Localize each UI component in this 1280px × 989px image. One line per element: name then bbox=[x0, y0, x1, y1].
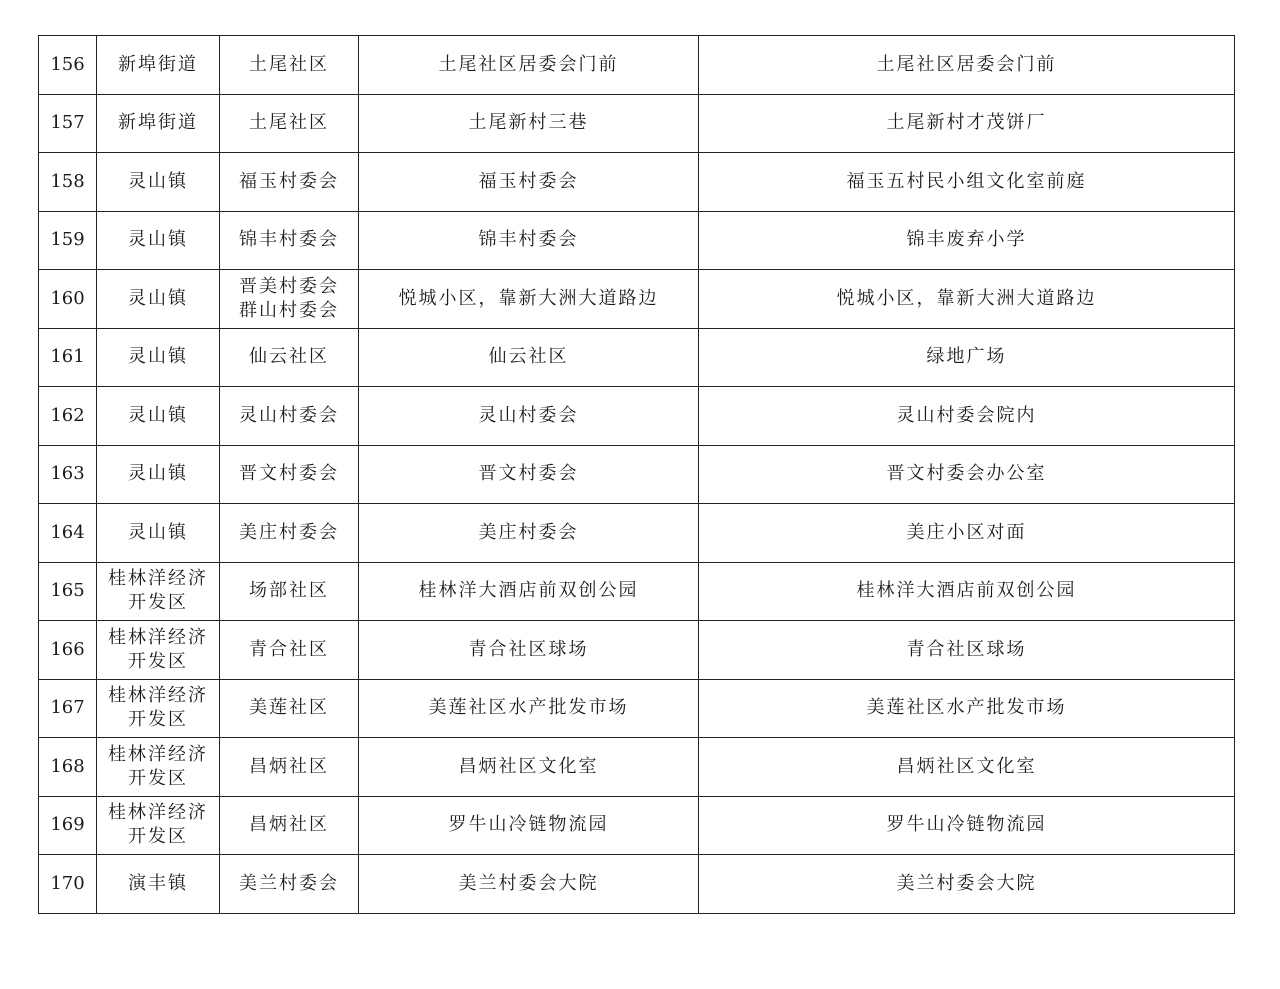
row-number-cell: 163 bbox=[39, 445, 97, 504]
site-cell: 昌炳社区文化室 bbox=[359, 738, 699, 797]
community-cell: 昌炳社区 bbox=[220, 796, 359, 855]
row-number-cell: 165 bbox=[39, 562, 97, 621]
table-row bbox=[39, 679, 1235, 738]
row-number-cell: 170 bbox=[39, 855, 97, 914]
town-cell: 灵山镇 bbox=[97, 387, 220, 446]
community-cell: 土尾社区 bbox=[220, 36, 359, 95]
table-row bbox=[39, 94, 1235, 153]
site-cell: 仙云社区 bbox=[359, 328, 699, 387]
community-cell: 美庄村委会 bbox=[220, 504, 359, 563]
town-cell: 桂林洋经济 开发区 bbox=[97, 738, 220, 797]
town-cell: 桂林洋经济 开发区 bbox=[97, 621, 220, 680]
table-row bbox=[39, 387, 1235, 446]
site-cell: 美兰村委会大院 bbox=[359, 855, 699, 914]
row-number-cell: 167 bbox=[39, 679, 97, 738]
community-cell: 灵山村委会 bbox=[220, 387, 359, 446]
site-cell: 土尾新村三巷 bbox=[359, 94, 699, 153]
site-cell: 灵山村委会 bbox=[359, 387, 699, 446]
community-cell: 土尾社区 bbox=[220, 94, 359, 153]
row-number-cell: 158 bbox=[39, 153, 97, 212]
location-cell: 土尾新村才茂饼厂 bbox=[699, 94, 1235, 153]
table-row bbox=[39, 738, 1235, 797]
location-cell: 昌炳社区文化室 bbox=[699, 738, 1235, 797]
row-number-cell: 161 bbox=[39, 328, 97, 387]
community-cell: 晋文村委会 bbox=[220, 445, 359, 504]
town-cell: 灵山镇 bbox=[97, 153, 220, 212]
location-cell: 绿地广场 bbox=[699, 328, 1235, 387]
town-cell: 新埠街道 bbox=[97, 94, 220, 153]
row-number-cell: 164 bbox=[39, 504, 97, 563]
location-cell: 福玉五村民小组文化室前庭 bbox=[699, 153, 1235, 212]
table-row bbox=[39, 562, 1235, 621]
table-row bbox=[39, 36, 1235, 95]
site-cell: 青合社区球场 bbox=[359, 621, 699, 680]
town-cell: 灵山镇 bbox=[97, 211, 220, 270]
community-cell: 场部社区 bbox=[220, 562, 359, 621]
table-row bbox=[39, 445, 1235, 504]
site-cell: 锦丰村委会 bbox=[359, 211, 699, 270]
site-cell: 美莲社区水产批发市场 bbox=[359, 679, 699, 738]
table-row bbox=[39, 855, 1235, 914]
town-cell: 桂林洋经济 开发区 bbox=[97, 679, 220, 738]
table-row bbox=[39, 504, 1235, 563]
row-number-cell: 160 bbox=[39, 270, 97, 329]
location-cell: 桂林洋大酒店前双创公园 bbox=[699, 562, 1235, 621]
site-table bbox=[38, 35, 1235, 914]
community-cell: 锦丰村委会 bbox=[220, 211, 359, 270]
community-cell: 青合社区 bbox=[220, 621, 359, 680]
row-number-cell: 169 bbox=[39, 796, 97, 855]
document-page bbox=[38, 35, 1234, 914]
town-cell: 桂林洋经济 开发区 bbox=[97, 796, 220, 855]
town-cell: 灵山镇 bbox=[97, 504, 220, 563]
row-number-cell: 157 bbox=[39, 94, 97, 153]
community-cell: 福玉村委会 bbox=[220, 153, 359, 212]
town-cell: 桂林洋经济 开发区 bbox=[97, 562, 220, 621]
table-row bbox=[39, 270, 1235, 329]
row-number-cell: 166 bbox=[39, 621, 97, 680]
location-cell: 悦城小区，靠新大洲大道路边 bbox=[699, 270, 1235, 329]
row-number-cell: 156 bbox=[39, 36, 97, 95]
location-cell: 土尾社区居委会门前 bbox=[699, 36, 1235, 95]
site-cell: 罗牛山冷链物流园 bbox=[359, 796, 699, 855]
location-cell: 青合社区球场 bbox=[699, 621, 1235, 680]
table-row bbox=[39, 211, 1235, 270]
community-cell: 美莲社区 bbox=[220, 679, 359, 738]
table-row bbox=[39, 153, 1235, 212]
location-cell: 美庄小区对面 bbox=[699, 504, 1235, 563]
site-cell: 美庄村委会 bbox=[359, 504, 699, 563]
table-row bbox=[39, 796, 1235, 855]
table-row bbox=[39, 328, 1235, 387]
row-number-cell: 162 bbox=[39, 387, 97, 446]
town-cell: 灵山镇 bbox=[97, 328, 220, 387]
location-cell: 罗牛山冷链物流园 bbox=[699, 796, 1235, 855]
town-cell: 灵山镇 bbox=[97, 270, 220, 329]
community-cell: 晋美村委会 群山村委会 bbox=[220, 270, 359, 329]
table-body bbox=[39, 36, 1235, 914]
community-cell: 美兰村委会 bbox=[220, 855, 359, 914]
site-cell: 桂林洋大酒店前双创公园 bbox=[359, 562, 699, 621]
site-cell: 土尾社区居委会门前 bbox=[359, 36, 699, 95]
community-cell: 仙云社区 bbox=[220, 328, 359, 387]
town-cell: 演丰镇 bbox=[97, 855, 220, 914]
town-cell: 新埠街道 bbox=[97, 36, 220, 95]
location-cell: 锦丰废弃小学 bbox=[699, 211, 1235, 270]
row-number-cell: 168 bbox=[39, 738, 97, 797]
community-cell: 昌炳社区 bbox=[220, 738, 359, 797]
location-cell: 美兰村委会大院 bbox=[699, 855, 1235, 914]
location-cell: 晋文村委会办公室 bbox=[699, 445, 1235, 504]
location-cell: 美莲社区水产批发市场 bbox=[699, 679, 1235, 738]
row-number-cell: 159 bbox=[39, 211, 97, 270]
site-cell: 晋文村委会 bbox=[359, 445, 699, 504]
site-cell: 悦城小区，靠新大洲大道路边 bbox=[359, 270, 699, 329]
town-cell: 灵山镇 bbox=[97, 445, 220, 504]
location-cell: 灵山村委会院内 bbox=[699, 387, 1235, 446]
site-cell: 福玉村委会 bbox=[359, 153, 699, 212]
table-row bbox=[39, 621, 1235, 680]
